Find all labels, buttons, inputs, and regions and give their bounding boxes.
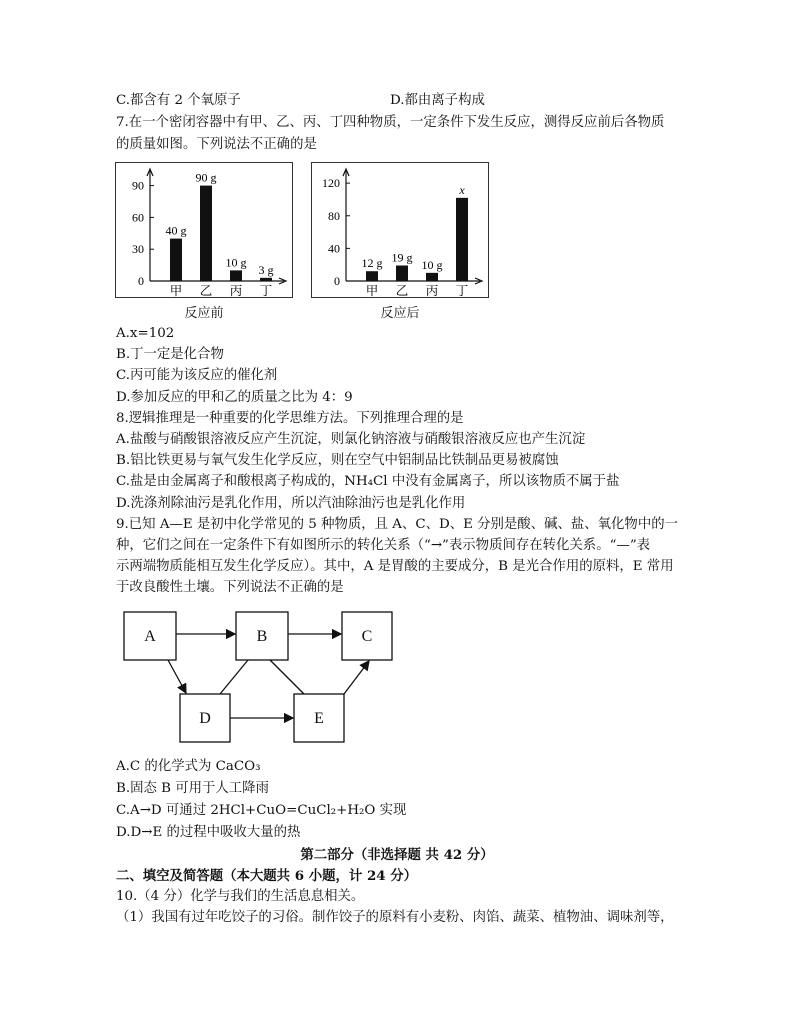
q7-option-c: C.丙可能为该反应的催化剂 (116, 368, 278, 383)
bar-data-label: 90 g (195, 170, 217, 185)
y-tick-label: 120 (322, 176, 340, 191)
q9-transform-diagram (118, 604, 394, 754)
node-e-label: E (314, 710, 324, 727)
bar (456, 198, 468, 281)
arrow-e-to-c (344, 661, 369, 694)
q8-option-c: C.盐是由金属离子和酸根离子构成的，NH₄Cl 中没有金属离子，所以该物质不属于盐 (116, 474, 620, 489)
q8-option-b: B.铝比铁更易与氧气发生化学反应，则在空气中铝制品比铁制品更易被腐蚀 (116, 453, 559, 468)
chart-after-caption: 反应后 (380, 306, 420, 321)
y-tick-label: 80 (328, 208, 340, 223)
q8-stem: 8.逻辑推理是一种重要的化学思维方法。下列推理合理的是 (116, 411, 464, 426)
q6-option-c: C.都含有 2 个氧原子 (116, 93, 241, 108)
y-tick-label: 0 (138, 274, 144, 288)
q6-option-d: D.都由离子构成 (390, 93, 485, 108)
q9-option-b: B.固态 B 可用于人工降雨 (116, 781, 269, 796)
q7-stem-line2: 的质量如图。下列说法不正确的是 (116, 137, 317, 152)
link-b-e (270, 660, 304, 694)
bar (170, 239, 182, 281)
bar-data-label: 19 g (391, 250, 413, 265)
q9-option-d: D.D→E 的过程中吸收大量的热 (116, 825, 301, 840)
category-label: 甲 (169, 284, 183, 297)
bar (260, 278, 272, 281)
bar-data-label: 10 g (421, 257, 443, 272)
bar-data-label: 12 g (361, 256, 383, 271)
node-b-label: B (256, 628, 268, 645)
category-label: 丙 (425, 284, 439, 297)
node-a-label: A (144, 628, 156, 645)
bar-data-label: 10 g (225, 255, 247, 270)
chart-before-svg (116, 163, 292, 297)
q9-stem-line3: 示两端物质能相互发生化学反应）。其中，A 是胃酸的主要成分，B 是光合作用的原料，E 常用 (116, 559, 674, 574)
section-heading: 二、填空及简答题（本大题共 6 小题，计 24 分） (116, 868, 418, 884)
q9-stem-line4: 于改良酸性土壤。下列说法不正确的是 (116, 580, 344, 595)
y-tick-label: 30 (132, 242, 144, 257)
chart-after (311, 162, 489, 298)
q10-stem: 10.（4 分）化学与我们的生活息息相关。 (116, 889, 365, 904)
y-tick-label: 60 (132, 210, 144, 225)
q9-option-c: C.A→D 可通过 2HCl+CuO=CuCl₂+H₂O 实现 (116, 803, 407, 818)
q7-option-d: D.参加反应的甲和乙的质量之比为 4：9 (116, 390, 353, 405)
bar (396, 266, 408, 281)
q8-option-a: A.盐酸与硝酸银溶液反应产生沉淀，则氯化钠溶液与硝酸银溶液反应也产生沉淀 (116, 432, 586, 447)
q7-option-b: B.丁一定是化合物 (116, 347, 224, 362)
q7-option-a: A.x=102 (116, 326, 175, 341)
q9-stem-line1: 9.已知 A—E 是初中化学常见的 5 种物质，且 A、C、D、E 分别是酸、碱、盐、氧化物中的一 (116, 517, 678, 532)
bar-data-label: x (459, 182, 465, 197)
chart-before (115, 162, 293, 298)
category-label: 甲 (365, 284, 379, 297)
bar (200, 186, 212, 281)
y-tick-label: 90 (132, 178, 144, 193)
category-label: 乙 (199, 284, 213, 297)
category-label: 乙 (395, 284, 409, 297)
y-tick-label: 0 (334, 274, 340, 288)
q10-sub1: （1）我国有过年吃饺子的习俗。制作饺子的原料有小麦粉、肉馅、蔬菜、植物油、调味剂等， (116, 910, 674, 925)
arrow-a-to-d (168, 660, 186, 693)
bar-data-label: 3 g (258, 262, 274, 277)
bar (230, 270, 242, 281)
category-label: 丁 (259, 284, 273, 297)
q9-option-a: A.C 的化学式为 CaCO₃ (116, 759, 261, 774)
link-b-d (220, 660, 248, 694)
q8-option-d: D.洗涤剂除油污是乳化作用，所以汽油除油污也是乳化作用 (116, 496, 466, 511)
chart-after-svg (312, 163, 488, 297)
bar (426, 273, 438, 281)
node-d-label: D (199, 710, 211, 727)
q7-stem-line1: 7.在一个密闭容器中有甲、乙、丙、丁四种物质，一定条件下发生反应，测得反应前后各物质 (116, 115, 665, 130)
bar (366, 271, 378, 281)
bar-data-label: 40 g (165, 223, 187, 238)
chart-before-caption: 反应前 (184, 306, 224, 321)
q9-stem-line2: 种，它们之间在一定条件下有如图所示的转化关系（“→”表示物质间存在转化关系。“—”表 (116, 538, 651, 553)
category-label: 丙 (229, 284, 243, 297)
y-tick-label: 40 (328, 241, 340, 256)
category-label: 丁 (455, 284, 469, 297)
node-c-label: C (361, 628, 373, 645)
part2-title: 第二部分（非选择题 共 42 分） (300, 847, 494, 863)
